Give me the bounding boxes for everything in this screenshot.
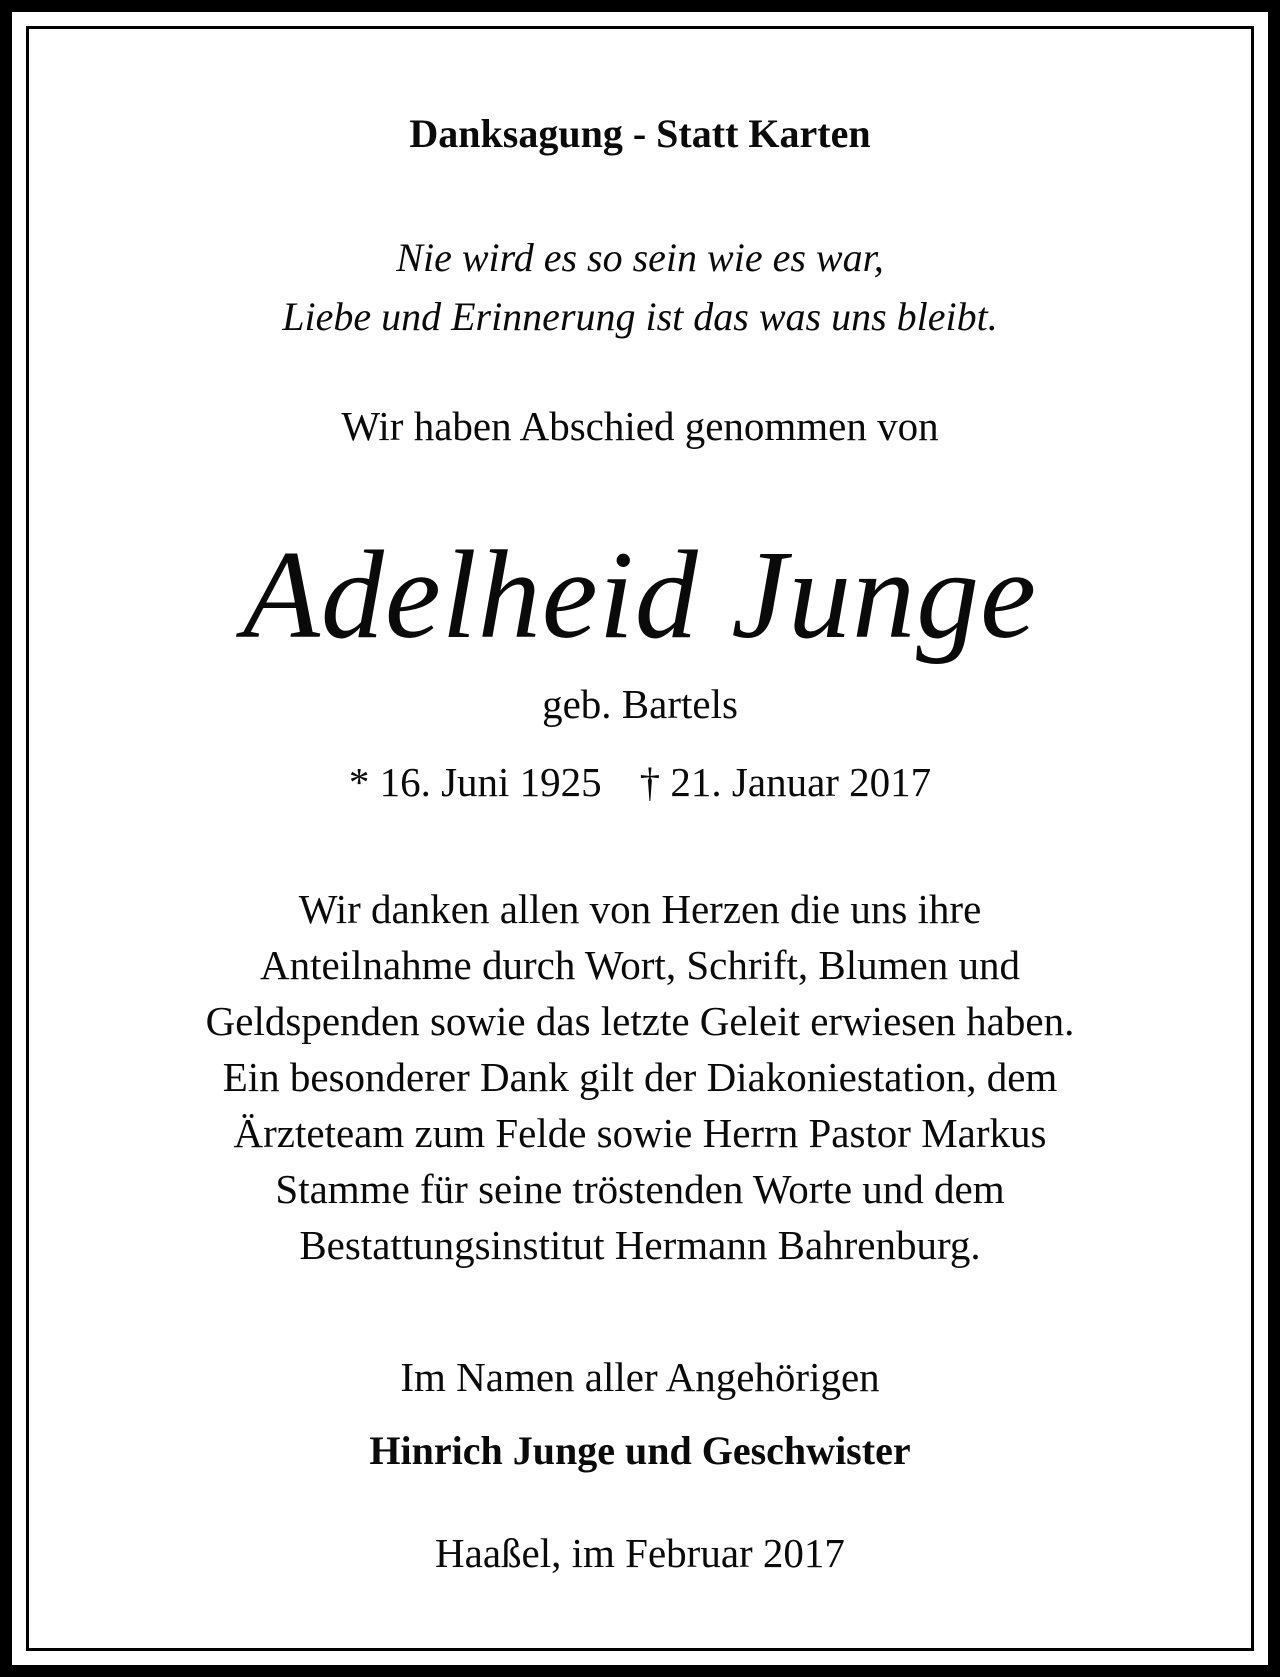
deceased-name: Adelheid Junge — [242, 526, 1038, 665]
farewell-intro: Wir haben Abschied genommen von — [341, 403, 939, 449]
verse-line: Liebe und Erinnerung ist das was uns bleibt. — [282, 294, 998, 339]
thanks-line: Wir danken allen von Herzen die uns ihre — [298, 886, 982, 932]
death-date: † 21. Januar 2017 — [639, 759, 932, 805]
place-and-date: Haaßel, im Februar 2017 — [435, 1530, 845, 1576]
notice-heading: Danksagung - Statt Karten — [409, 111, 871, 156]
life-dates — [40, 754, 1240, 810]
thanks-line: Anteilnahme durch Wort, Schrift, Blumen und — [259, 942, 1020, 988]
thanks-line: Bestattungsinstitut Hermann Bahrenburg. — [299, 1222, 981, 1268]
family-signature: Hinrich Junge und Geschwister — [369, 1428, 911, 1473]
memorial-verse — [40, 228, 1240, 346]
thanks-line: Stamme für seine tröstenden Worte und dem — [275, 1166, 1005, 1212]
verse-line: Nie wird es so sein wie es war, — [396, 235, 884, 280]
thanks-paragraph — [40, 881, 1240, 1273]
thanks-line: Ein besonderer Dank gilt der Diakoniestation, dem — [222, 1054, 1058, 1100]
thanks-line: Geldspenden sowie das letzte Geleit erwiesen haben. — [205, 998, 1075, 1044]
family-intro: Im Namen aller Angehörigen — [400, 1354, 880, 1400]
birth-date: * 16. Juni 1925 — [348, 759, 602, 805]
maiden-name: geb. Bartels — [542, 681, 738, 727]
thanks-line: Ärzteteam zum Felde sowie Herrn Pastor Markus — [233, 1110, 1047, 1156]
